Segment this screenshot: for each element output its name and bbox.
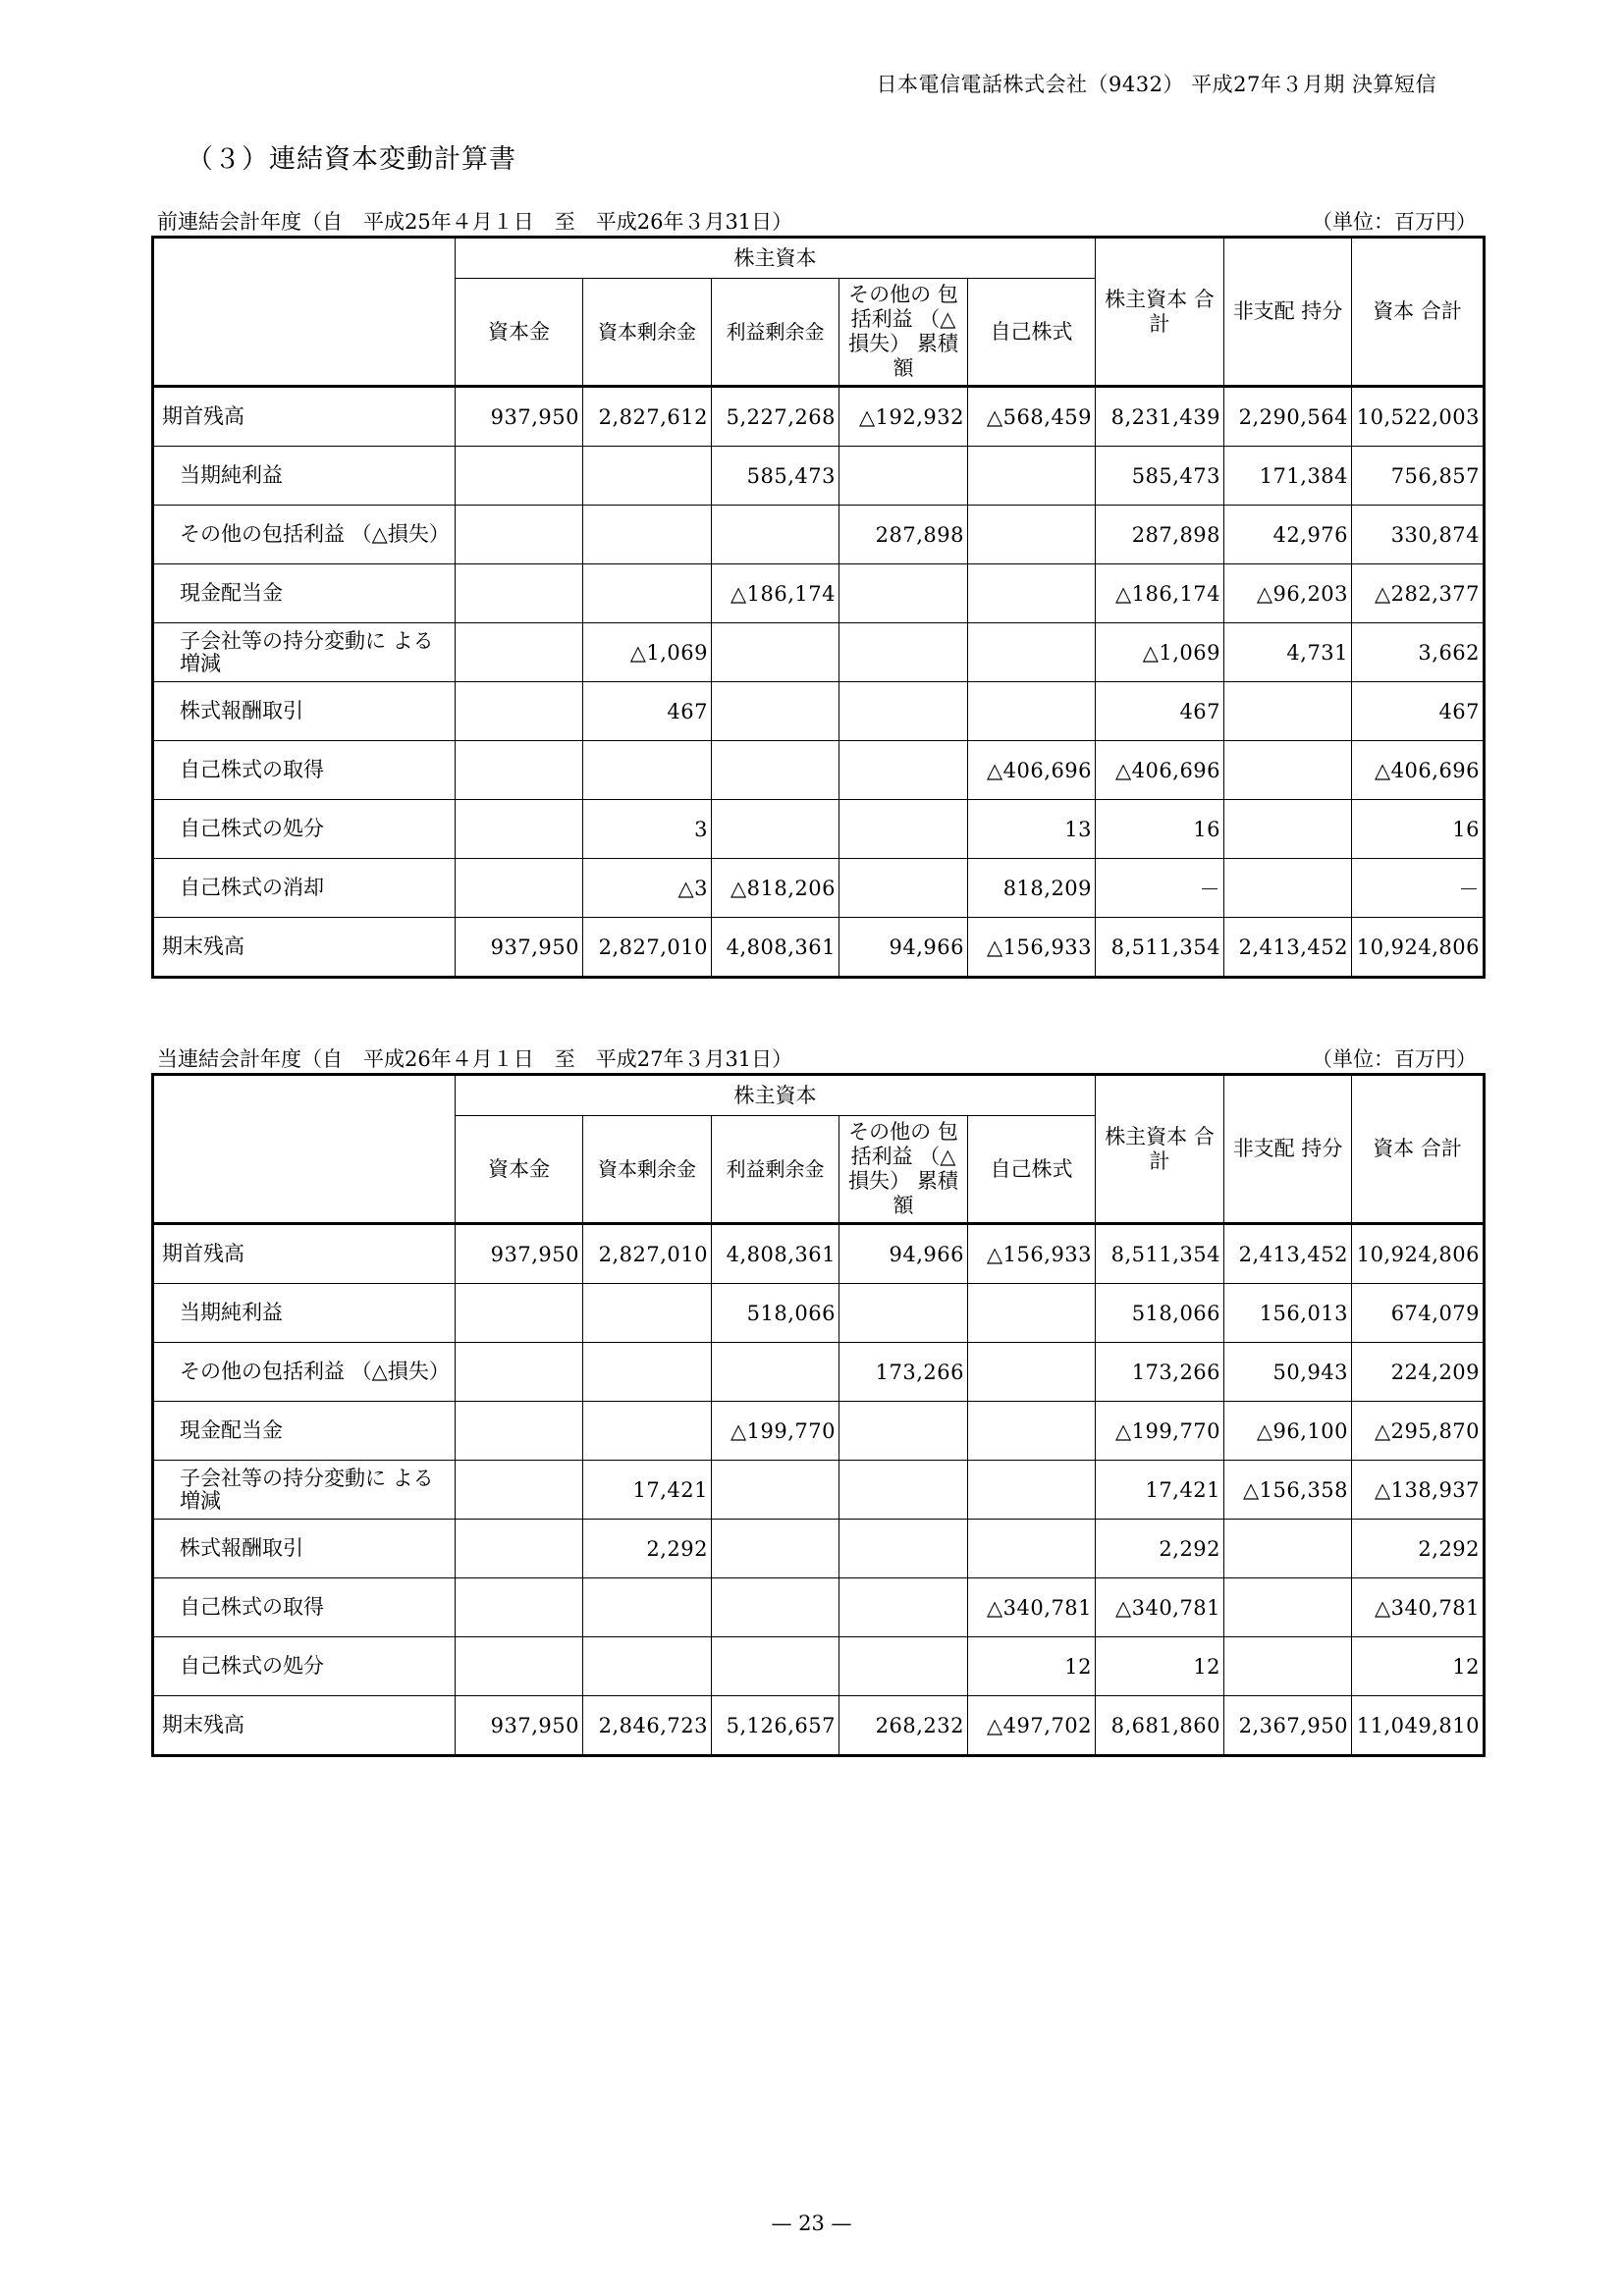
- value-cell: △497,702: [968, 1696, 1096, 1756]
- row-label: その他の包括利益 （△損失）: [153, 1343, 456, 1402]
- value-cell: [839, 447, 968, 506]
- col-treasury-stock: 自己株式: [968, 279, 1096, 387]
- value-cell: [583, 1343, 712, 1402]
- value-cell: 585,473: [712, 447, 839, 506]
- value-cell: 8,681,860: [1096, 1696, 1224, 1756]
- row-label: 期首残高: [153, 1224, 456, 1284]
- table-row: [153, 800, 1485, 859]
- value-cell: 3,662: [1352, 623, 1485, 682]
- value-cell: [583, 1402, 712, 1461]
- table1-period: 前連結会計年度（自 平成25年４月１日 至 平成26年３月31日）: [157, 210, 793, 234]
- table-row: [153, 1343, 1485, 1402]
- value-cell: △406,696: [1096, 741, 1224, 800]
- table-row: [153, 859, 1485, 918]
- value-cell: 17,421: [583, 1461, 712, 1520]
- value-cell: △156,933: [968, 918, 1096, 978]
- value-cell: △295,870: [1352, 1402, 1485, 1461]
- value-cell: 224,209: [1352, 1343, 1485, 1402]
- value-cell: [968, 1520, 1096, 1578]
- table1-unit: （単位：百万円）: [1312, 210, 1477, 234]
- value-cell: △818,206: [712, 859, 839, 918]
- value-cell: [583, 506, 712, 564]
- value-cell: 94,966: [839, 918, 968, 978]
- value-cell: [583, 741, 712, 800]
- row-label: 子会社等の持分変動に よる増減: [153, 623, 456, 682]
- value-cell: [968, 1402, 1096, 1461]
- table1-caption: [151, 206, 1483, 236]
- value-cell: △156,358: [1224, 1461, 1352, 1520]
- value-cell: [968, 623, 1096, 682]
- value-cell: 467: [1096, 682, 1224, 741]
- value-cell: [712, 1578, 839, 1637]
- value-cell: 156,013: [1224, 1284, 1352, 1343]
- value-cell: 173,266: [839, 1343, 968, 1402]
- table-row: [153, 387, 1485, 447]
- value-cell: [456, 1343, 583, 1402]
- table-row: [153, 918, 1485, 978]
- value-cell: 585,473: [1096, 447, 1224, 506]
- value-cell: △340,781: [1352, 1578, 1485, 1637]
- value-cell: 937,950: [456, 387, 583, 447]
- value-cell: 2,292: [1352, 1520, 1485, 1578]
- value-cell: [968, 682, 1096, 741]
- table-row: [153, 682, 1485, 741]
- value-cell: 674,079: [1352, 1284, 1485, 1343]
- col-total-shareholders-equity: 株主資本 合計: [1096, 1075, 1224, 1224]
- value-cell: △340,781: [1096, 1578, 1224, 1637]
- row-label-header: [153, 238, 456, 387]
- col-noncontrolling-interests: 非支配 持分: [1224, 238, 1352, 387]
- section-title: （３）連結資本変動計算書: [187, 144, 516, 175]
- value-cell: [456, 859, 583, 918]
- document-header: 日本電信電話株式会社（9432） 平成27年３月期 決算短信: [876, 73, 1436, 96]
- value-cell: 2,827,010: [583, 1224, 712, 1284]
- value-cell: [839, 859, 968, 918]
- value-cell: [456, 1284, 583, 1343]
- table-row: [153, 564, 1485, 623]
- value-cell: [712, 1343, 839, 1402]
- value-cell: 2,413,452: [1224, 1224, 1352, 1284]
- value-cell: [1224, 682, 1352, 741]
- col-additional-paid-in-capital: 資本剰余金: [583, 1116, 712, 1224]
- value-cell: △568,459: [968, 387, 1096, 447]
- value-cell: △1,069: [583, 623, 712, 682]
- value-cell: [712, 1520, 839, 1578]
- value-cell: [712, 682, 839, 741]
- table2-unit: （単位：百万円）: [1312, 1047, 1477, 1071]
- col-accumulated-oci: その他の 包括利益 （△損失） 累積額: [839, 1116, 968, 1224]
- value-cell: 16: [1096, 800, 1224, 859]
- col-treasury-stock: 自己株式: [968, 1116, 1096, 1224]
- value-cell: △199,770: [1096, 1402, 1224, 1461]
- table-row: [153, 623, 1485, 682]
- shareholders-equity-group-header: 株主資本: [456, 238, 1096, 279]
- row-label: 当期純利益: [153, 447, 456, 506]
- value-cell: [839, 1578, 968, 1637]
- table-row: [153, 1284, 1485, 1343]
- value-cell: △1,069: [1096, 623, 1224, 682]
- value-cell: [1224, 741, 1352, 800]
- value-cell: [839, 800, 968, 859]
- value-cell: [456, 564, 583, 623]
- row-label: 期末残高: [153, 1696, 456, 1756]
- table-row: [153, 741, 1485, 800]
- value-cell: △186,174: [712, 564, 839, 623]
- value-cell: [839, 1461, 968, 1520]
- value-cell: [456, 1402, 583, 1461]
- row-label: 期末残高: [153, 918, 456, 978]
- value-cell: 12: [968, 1637, 1096, 1696]
- row-label: 期首残高: [153, 387, 456, 447]
- value-cell: 756,857: [1352, 447, 1485, 506]
- value-cell: [839, 1520, 968, 1578]
- value-cell: 94,966: [839, 1224, 968, 1284]
- value-cell: △96,203: [1224, 564, 1352, 623]
- value-cell: △406,696: [968, 741, 1096, 800]
- value-cell: 10,924,806: [1352, 918, 1485, 978]
- value-cell: [839, 1402, 968, 1461]
- value-cell: [968, 447, 1096, 506]
- table-row: [153, 447, 1485, 506]
- col-retained-earnings: 利益剰余金: [712, 279, 839, 387]
- value-cell: [1224, 1578, 1352, 1637]
- value-cell: 518,066: [712, 1284, 839, 1343]
- row-label: 株式報酬取引: [153, 1520, 456, 1578]
- value-cell: 8,511,354: [1096, 1224, 1224, 1284]
- value-cell: [456, 1520, 583, 1578]
- value-cell: －: [1352, 859, 1485, 918]
- value-cell: 8,231,439: [1096, 387, 1224, 447]
- value-cell: 5,126,657: [712, 1696, 839, 1756]
- value-cell: 2,292: [583, 1520, 712, 1578]
- value-cell: [456, 1461, 583, 1520]
- value-cell: [1224, 1520, 1352, 1578]
- table-row: [153, 1224, 1485, 1284]
- value-cell: △406,696: [1352, 741, 1485, 800]
- value-cell: 8,511,354: [1096, 918, 1224, 978]
- table-row: [153, 1578, 1485, 1637]
- row-label-header: [153, 1075, 456, 1224]
- value-cell: 2,413,452: [1224, 918, 1352, 978]
- value-cell: 818,209: [968, 859, 1096, 918]
- value-cell: [712, 1461, 839, 1520]
- value-cell: [712, 741, 839, 800]
- value-cell: [456, 1578, 583, 1637]
- value-cell: 2,827,010: [583, 918, 712, 978]
- value-cell: [1224, 859, 1352, 918]
- value-cell: 467: [1352, 682, 1485, 741]
- value-cell: 11,049,810: [1352, 1696, 1485, 1756]
- value-cell: [456, 800, 583, 859]
- table2-caption: [151, 1043, 1483, 1073]
- value-cell: [712, 506, 839, 564]
- table-row: [153, 506, 1485, 564]
- value-cell: [456, 623, 583, 682]
- table-row: [153, 1461, 1485, 1520]
- value-cell: 13: [968, 800, 1096, 859]
- col-total-equity: 資本 合計: [1352, 238, 1485, 387]
- row-label: その他の包括利益 （△損失）: [153, 506, 456, 564]
- col-total-equity: 資本 合計: [1352, 1075, 1485, 1224]
- row-label: 自己株式の消却: [153, 859, 456, 918]
- table-row: [153, 1696, 1485, 1756]
- value-cell: －: [1096, 859, 1224, 918]
- value-cell: [456, 741, 583, 800]
- value-cell: 937,950: [456, 1696, 583, 1756]
- value-cell: △156,933: [968, 1224, 1096, 1284]
- value-cell: [583, 1578, 712, 1637]
- row-label: 現金配当金: [153, 1402, 456, 1461]
- value-cell: △192,932: [839, 387, 968, 447]
- value-cell: [968, 1343, 1096, 1402]
- row-label: 株式報酬取引: [153, 682, 456, 741]
- row-label: 自己株式の取得: [153, 1578, 456, 1637]
- value-cell: △96,100: [1224, 1402, 1352, 1461]
- value-cell: 50,943: [1224, 1343, 1352, 1402]
- value-cell: 2,290,564: [1224, 387, 1352, 447]
- value-cell: [839, 1284, 968, 1343]
- row-label: 現金配当金: [153, 564, 456, 623]
- value-cell: [839, 682, 968, 741]
- value-cell: [712, 1637, 839, 1696]
- value-cell: △199,770: [712, 1402, 839, 1461]
- value-cell: 16: [1352, 800, 1485, 859]
- value-cell: [839, 1637, 968, 1696]
- value-cell: 12: [1096, 1637, 1224, 1696]
- statement-table-prior-year: [151, 236, 1486, 979]
- value-cell: 2,846,723: [583, 1696, 712, 1756]
- row-label: 子会社等の持分変動に よる増減: [153, 1461, 456, 1520]
- col-additional-paid-in-capital: 資本剰余金: [583, 279, 712, 387]
- value-cell: [456, 1637, 583, 1696]
- value-cell: [583, 1284, 712, 1343]
- col-retained-earnings: 利益剰余金: [712, 1116, 839, 1224]
- value-cell: 12: [1352, 1637, 1485, 1696]
- row-label: 自己株式の処分: [153, 1637, 456, 1696]
- table-row: [153, 1402, 1485, 1461]
- value-cell: 287,898: [1096, 506, 1224, 564]
- value-cell: 2,827,612: [583, 387, 712, 447]
- table2-period: 当連結会計年度（自 平成26年４月１日 至 平成27年３月31日）: [157, 1047, 793, 1071]
- value-cell: △282,377: [1352, 564, 1485, 623]
- value-cell: [456, 447, 583, 506]
- col-accumulated-oci: その他の 包括利益 （△損失） 累積額: [839, 279, 968, 387]
- value-cell: [583, 1637, 712, 1696]
- value-cell: [839, 564, 968, 623]
- col-common-stock: 資本金: [456, 1116, 583, 1224]
- value-cell: 10,924,806: [1352, 1224, 1485, 1284]
- value-cell: △186,174: [1096, 564, 1224, 623]
- value-cell: 937,950: [456, 918, 583, 978]
- value-cell: [839, 741, 968, 800]
- value-cell: 287,898: [839, 506, 968, 564]
- value-cell: [968, 506, 1096, 564]
- col-common-stock: 資本金: [456, 279, 583, 387]
- col-noncontrolling-interests: 非支配 持分: [1224, 1075, 1352, 1224]
- value-cell: 2,367,950: [1224, 1696, 1352, 1756]
- table-row: [153, 1637, 1485, 1696]
- value-cell: 937,950: [456, 1224, 583, 1284]
- value-cell: [456, 506, 583, 564]
- value-cell: [839, 623, 968, 682]
- value-cell: 17,421: [1096, 1461, 1224, 1520]
- value-cell: 5,227,268: [712, 387, 839, 447]
- value-cell: [456, 682, 583, 741]
- value-cell: 42,976: [1224, 506, 1352, 564]
- col-total-shareholders-equity: 株主資本 合計: [1096, 238, 1224, 387]
- value-cell: 4,808,361: [712, 1224, 839, 1284]
- value-cell: △340,781: [968, 1578, 1096, 1637]
- value-cell: △3: [583, 859, 712, 918]
- value-cell: [1224, 1637, 1352, 1696]
- value-cell: [968, 1461, 1096, 1520]
- value-cell: 330,874: [1352, 506, 1485, 564]
- page-number: — 23 —: [771, 2212, 852, 2235]
- table-row: [153, 1520, 1485, 1578]
- value-cell: [712, 800, 839, 859]
- value-cell: [712, 623, 839, 682]
- value-cell: △138,937: [1352, 1461, 1485, 1520]
- value-cell: [583, 564, 712, 623]
- value-cell: 2,292: [1096, 1520, 1224, 1578]
- value-cell: [583, 447, 712, 506]
- value-cell: 171,384: [1224, 447, 1352, 506]
- value-cell: [1224, 800, 1352, 859]
- value-cell: 518,066: [1096, 1284, 1224, 1343]
- value-cell: 10,522,003: [1352, 387, 1485, 447]
- value-cell: 173,266: [1096, 1343, 1224, 1402]
- value-cell: 467: [583, 682, 712, 741]
- row-label: 当期純利益: [153, 1284, 456, 1343]
- row-label: 自己株式の処分: [153, 800, 456, 859]
- value-cell: [968, 564, 1096, 623]
- value-cell: 4,731: [1224, 623, 1352, 682]
- shareholders-equity-group-header: 株主資本: [456, 1075, 1096, 1116]
- value-cell: 268,232: [839, 1696, 968, 1756]
- value-cell: 4,808,361: [712, 918, 839, 978]
- value-cell: 3: [583, 800, 712, 859]
- statement-table-current-year: [151, 1073, 1486, 1757]
- value-cell: [968, 1284, 1096, 1343]
- row-label: 自己株式の取得: [153, 741, 456, 800]
